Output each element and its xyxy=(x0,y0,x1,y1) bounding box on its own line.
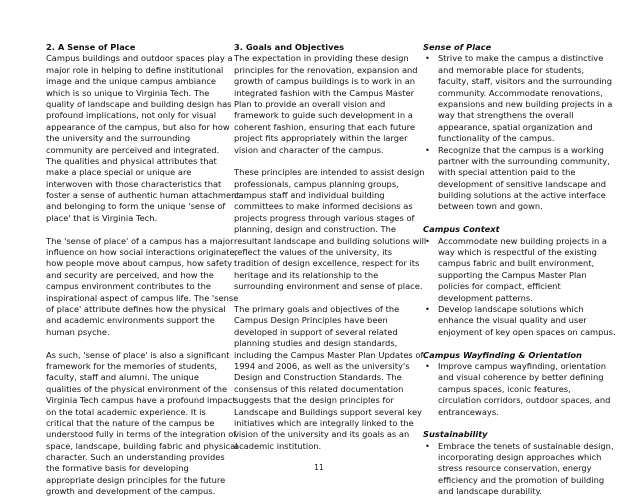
text-line: developed in support of several related xyxy=(234,326,398,337)
text-line: Campus Design Principles have been xyxy=(234,315,388,326)
text-line: on the total academic experience. It is xyxy=(46,406,206,417)
text-line: Accommodate new building projects in a xyxy=(438,235,608,246)
text-line: heritage and its relationship to the xyxy=(234,269,379,280)
bullet-icon: • xyxy=(425,53,430,64)
text-line: campus staff and individual building xyxy=(234,190,385,201)
bullet-item xyxy=(423,144,610,213)
text-line: the formative basis for developing xyxy=(46,463,189,474)
text-line: Develop landscape solutions which xyxy=(438,303,584,314)
text-line: surrounding environment and sense of place. xyxy=(234,281,423,292)
text-line: faculty, staff and alumni. The unique xyxy=(46,372,199,383)
text-line: inspirational aspect of campus life. The 'sense xyxy=(46,292,239,303)
subsection-heading-sustainability: Sustainability xyxy=(423,429,488,440)
text-line: 1994 and 2006, as well as the university's xyxy=(234,360,410,371)
paragraph xyxy=(46,235,239,339)
text-line: planning studies and design standards, xyxy=(234,338,398,349)
text-line: profound implications, not only for visual xyxy=(46,110,217,121)
section-heading: 2. A Sense of Place xyxy=(46,42,136,52)
text-line: and belonging to form the unique 'sense of xyxy=(46,201,226,212)
text-line: interwoven with those characteristics that xyxy=(46,178,222,189)
bullet-item xyxy=(423,53,613,144)
text-line: qualities of the physical environment of the xyxy=(46,383,228,394)
page-number: 11 xyxy=(314,463,324,472)
paragraph-gap xyxy=(46,338,228,349)
text-line: functionality of the campus. xyxy=(438,133,555,144)
text-line: Virginia Tech campus have a profound impact xyxy=(46,395,236,406)
bullet-icon: • xyxy=(425,144,430,155)
text-line: understood fully in terms of the integration of xyxy=(46,429,237,440)
text-line: and security are perceived, and how the xyxy=(46,269,214,280)
text-line: The qualities and physical attributes that xyxy=(46,155,217,166)
column-sense-of-place xyxy=(46,42,240,498)
text-line: appropriate design principles for the future xyxy=(46,474,226,485)
paragraph xyxy=(234,53,416,156)
text-line: vision of the university and its goals as an xyxy=(234,429,410,440)
text-line: community are perceived and integrated. xyxy=(46,144,220,155)
bullet-item xyxy=(423,235,608,304)
text-line: academic institution. xyxy=(234,440,322,451)
section-gap xyxy=(423,338,603,349)
text-line: vision and character of the campus. xyxy=(234,144,384,155)
text-line: coherent fashion, ensuring that each future xyxy=(234,121,415,132)
text-line: enjoyment of key open spaces on campus. xyxy=(438,326,616,337)
bullet-icon: • xyxy=(425,360,430,371)
bullet-icon: • xyxy=(425,235,430,246)
bullet-item xyxy=(423,360,611,418)
text-line: incorporating design approaches which xyxy=(438,452,602,463)
text-line: initiatives which are integrally linked to the xyxy=(234,417,414,428)
text-line: development patterns. xyxy=(438,292,533,303)
text-line: policies for compact, efficient xyxy=(438,281,561,292)
text-line: professionals, campus planning groups, xyxy=(234,178,399,189)
paragraph xyxy=(46,53,240,224)
text-line: entranceways. xyxy=(438,406,499,417)
text-line: space, landscape, building fabric and physical xyxy=(46,440,238,451)
text-line: principles for the renovation, expansion and xyxy=(234,64,418,75)
bullet-icon: • xyxy=(425,440,430,451)
section-heading: 3. Goals and Objectives xyxy=(234,42,345,52)
subsection-heading-wayfinding: Campus Wayfinding & Orientation xyxy=(423,349,582,360)
text-line: efficiency and the promotion of building xyxy=(438,474,605,485)
text-line: framework for the memories of students, xyxy=(46,360,218,371)
text-line: partner with the surrounding community, xyxy=(438,155,610,166)
text-line: the university and the surrounding xyxy=(46,133,191,144)
text-line: make a place special or unique are xyxy=(46,167,192,178)
text-line: consensus of this related documentation xyxy=(234,383,404,394)
subsection-heading-sense-of-place: Sense of Place xyxy=(423,42,492,52)
text-line: suggests that the design principles for xyxy=(234,395,394,406)
paragraph-gap xyxy=(234,293,416,304)
text-line: tradition of design excellence, respect for its xyxy=(234,258,420,269)
text-line: with special attention paid to the xyxy=(438,167,576,178)
paragraph xyxy=(234,167,427,292)
text-line: of place' attribute defines how the physical xyxy=(46,303,226,314)
text-line: how people move about campus, how safety xyxy=(46,258,233,269)
text-line: The 'sense of place' of a campus has a major xyxy=(46,235,234,246)
text-line: Embrace the tenets of sustainable design, xyxy=(438,440,614,451)
column-principles xyxy=(423,42,616,498)
paragraph-gap xyxy=(46,224,228,235)
bullet-item xyxy=(423,303,616,338)
text-line: influence on how social interactions originate, xyxy=(46,247,238,258)
text-line: which is so unique to Virginia Tech. The xyxy=(46,87,210,98)
paragraph xyxy=(234,303,424,452)
text-line: way which is respectful of the existing xyxy=(438,247,597,258)
text-line: Plan to provide an overall vision and xyxy=(234,98,386,109)
text-line: image and the unique campus ambiance xyxy=(46,76,217,87)
text-line: Strive to make the campus a distinctive xyxy=(438,53,604,64)
text-line: growth of campus buildings is to work in an xyxy=(234,76,416,87)
text-line: and academic environments support the xyxy=(46,315,215,326)
text-line: between town and gown. xyxy=(438,201,543,212)
section-gap xyxy=(423,213,603,224)
text-line: character. Such an understanding provides xyxy=(46,452,225,463)
subsection-heading-campus-context: Campus Context xyxy=(423,224,500,235)
paragraph xyxy=(46,349,238,498)
text-line: critical that the nature of the campus be xyxy=(46,417,215,428)
text-line: The expectation in providing these design xyxy=(234,53,409,64)
section-gap xyxy=(423,418,603,429)
text-line: reflect the values of the university, its xyxy=(234,247,393,258)
text-line: appearance of the campus, but also for how xyxy=(46,121,230,132)
text-line: The primary goals and objectives of the xyxy=(234,303,400,314)
text-line: resultant landscape and building solutions will xyxy=(234,235,427,246)
text-line: campus fabric and built environment, xyxy=(438,258,595,269)
text-line: and memorable place for students, xyxy=(438,64,585,75)
text-line: enhance the visual quality and user xyxy=(438,315,587,326)
text-line: including the Campus Master Plan Updates of xyxy=(234,349,424,360)
column-goals-and-objectives xyxy=(234,42,427,452)
text-line: and visual coherence by better defining xyxy=(438,372,604,383)
text-line: development of sensitive landscape and xyxy=(438,178,607,189)
text-line: circulation corridors, outdoor spaces, and xyxy=(438,395,611,406)
text-line: Landscape and Buildings support several key xyxy=(234,406,422,417)
text-line: supporting the Campus Master Plan xyxy=(438,269,587,280)
bullet-icon: • xyxy=(425,303,430,314)
text-line: project fits appropriately within the larger xyxy=(234,133,408,144)
text-line: foster a sense of authentic human attachment xyxy=(46,190,240,201)
text-line: Design and Construction Standards. The xyxy=(234,372,402,383)
text-line: quality of landscape and building design has xyxy=(46,98,232,109)
text-line: Recognize that the campus is a working xyxy=(438,144,604,155)
text-line: appearance, spatial organization and xyxy=(438,121,593,132)
text-line: stress resource conservation, energy xyxy=(438,463,592,474)
text-line: building solutions at the active interface xyxy=(438,190,606,201)
text-line: integrated fashion with the Campus Master xyxy=(234,87,415,98)
text-line: campus spaces, iconic features, xyxy=(438,383,571,394)
text-line: way that strengthens the overall xyxy=(438,110,574,121)
text-line: committees to make informed decisions as xyxy=(234,201,413,212)
text-line: projects progress through various stages of xyxy=(234,212,415,223)
text-line: campus environment contributes to the xyxy=(46,281,211,292)
text-line: Campus buildings and outdoor spaces play a xyxy=(46,53,233,64)
text-line: major role in helping to define institutional xyxy=(46,64,224,75)
text-line: community. Accommodate renovations, xyxy=(438,87,603,98)
text-line: human psyche. xyxy=(46,326,110,337)
text-line: Improve campus wayfinding, orientation xyxy=(438,360,606,371)
text-line: As such, 'sense of place' is also a significant xyxy=(46,349,230,360)
text-line: These principles are intended to assist design xyxy=(234,167,425,178)
text-line: place' that is Virginia Tech. xyxy=(46,212,158,223)
text-line: faculty, staff, visitors and the surrounding xyxy=(438,76,613,87)
text-line: expansions and new building projects in a xyxy=(438,98,613,109)
paragraph-gap xyxy=(234,156,416,167)
text-line: planning, design and construction. The xyxy=(234,224,396,235)
text-line: framework to guide such development in a xyxy=(234,110,413,121)
text-line: and landscape durability. xyxy=(438,486,542,497)
text-line: growth and development of the campus. xyxy=(46,486,216,497)
